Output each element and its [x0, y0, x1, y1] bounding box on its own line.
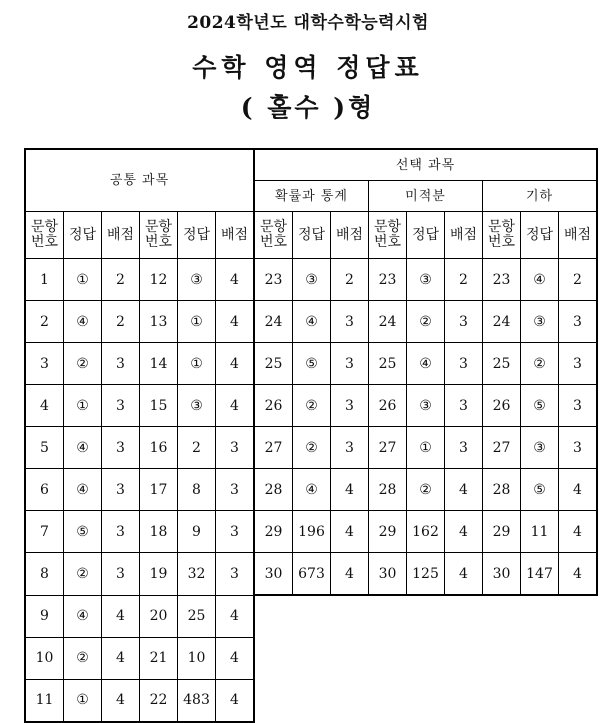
- empty-cell: [293, 679, 331, 722]
- empty-cell: [369, 637, 407, 679]
- probability-answer-cell: ⑤: [293, 343, 331, 385]
- calculus-answer-cell: ②: [407, 301, 445, 343]
- common-left-number-cell: 8: [25, 553, 64, 596]
- calculus-points-cell: 4: [445, 511, 483, 553]
- common-right-points-cell: 4: [216, 679, 255, 722]
- probability-points-cell: 4: [331, 553, 369, 596]
- answer-header: 정답: [293, 212, 331, 259]
- geometry-answer-cell: ⑤: [521, 469, 559, 511]
- empty-cell: [331, 637, 369, 679]
- geometry-answer-cell: 147: [521, 553, 559, 596]
- probability-points-cell: 3: [331, 343, 369, 385]
- calculus-points-cell: 3: [445, 343, 483, 385]
- elective-subject-header: 선택 과목: [254, 149, 597, 181]
- geometry-number-cell: 27: [483, 427, 521, 469]
- elective-geometry-header: 기하: [483, 181, 598, 212]
- calculus-number-cell: 28: [369, 469, 407, 511]
- calculus-number-cell: 24: [369, 301, 407, 343]
- common-right-answer-cell: 483: [178, 679, 216, 722]
- geometry-answer-cell: ③: [521, 427, 559, 469]
- common-left-points-cell: 3: [102, 343, 140, 385]
- calculus-answer-cell: ③: [407, 259, 445, 301]
- probability-number-cell: 28: [254, 469, 293, 511]
- common-right-points-cell: 4: [216, 637, 255, 679]
- probability-number-cell: 23: [254, 259, 293, 301]
- empty-cell: [521, 637, 559, 679]
- probability-points-cell: 4: [331, 511, 369, 553]
- table-row: [25, 385, 597, 427]
- geometry-points-cell: 4: [559, 553, 598, 596]
- probability-number-cell: 27: [254, 427, 293, 469]
- common-left-number-cell: 2: [25, 301, 64, 343]
- table-row: [25, 301, 597, 343]
- table-row: [25, 511, 597, 553]
- answer-table: [24, 148, 598, 723]
- common-left-answer-cell: ④: [64, 469, 102, 511]
- empty-cell: [483, 637, 521, 679]
- geometry-points-cell: 3: [559, 343, 598, 385]
- table-row: [25, 259, 597, 301]
- common-right-answer-cell: ①: [178, 343, 216, 385]
- calculus-answer-cell: 125: [407, 553, 445, 596]
- geometry-points-cell: 4: [559, 511, 598, 553]
- common-left-answer-cell: ①: [64, 259, 102, 301]
- probability-points-cell: 2: [331, 259, 369, 301]
- common-left-answer-cell: ⑤: [64, 511, 102, 553]
- common-right-answer-cell: 2: [178, 427, 216, 469]
- common-left-points-cell: 3: [102, 511, 140, 553]
- probability-points-cell: 4: [331, 469, 369, 511]
- empty-cell: [445, 679, 483, 722]
- geometry-answer-cell: ③: [521, 301, 559, 343]
- geometry-points-cell: 2: [559, 259, 598, 301]
- common-right-points-cell: 4: [216, 385, 255, 427]
- calculus-number-cell: 23: [369, 259, 407, 301]
- empty-cell: [254, 595, 293, 637]
- common-left-number-cell: 3: [25, 343, 64, 385]
- exam-type: ( 홀수 )형: [240, 93, 376, 122]
- common-left-number-cell: 11: [25, 679, 64, 722]
- common-left-points-cell: 2: [102, 301, 140, 343]
- exam-title: 2024학년도 대학수학능력시험: [187, 13, 429, 33]
- geometry-number-cell: 23: [483, 259, 521, 301]
- common-right-answer-cell: 9: [178, 511, 216, 553]
- probability-points-cell: 3: [331, 427, 369, 469]
- points-header: 배점: [331, 212, 369, 259]
- common-left-answer-cell: ②: [64, 343, 102, 385]
- common-left-number-cell: 4: [25, 385, 64, 427]
- empty-cell: [331, 595, 369, 637]
- common-left-points-cell: 3: [102, 385, 140, 427]
- common-right-answer-cell: 25: [178, 595, 216, 637]
- probability-answer-cell: ④: [293, 301, 331, 343]
- empty-cell: [293, 637, 331, 679]
- geometry-answer-cell: 11: [521, 511, 559, 553]
- common-right-number-cell: 13: [140, 301, 178, 343]
- common-left-number-cell: 5: [25, 427, 64, 469]
- common-right-number-cell: 22: [140, 679, 178, 722]
- geometry-answer-cell: ②: [521, 343, 559, 385]
- common-right-points-cell: 4: [216, 595, 255, 637]
- empty-cell: [445, 637, 483, 679]
- empty-cell: [521, 595, 559, 637]
- table-row: [25, 427, 597, 469]
- probability-number-cell: 24: [254, 301, 293, 343]
- common-right-number-cell: 20: [140, 595, 178, 637]
- calculus-number-cell: 29: [369, 511, 407, 553]
- common-right-points-cell: 3: [216, 553, 255, 596]
- common-right-answer-cell: ①: [178, 301, 216, 343]
- geometry-points-cell: 3: [559, 385, 598, 427]
- common-left-points-cell: 2: [102, 259, 140, 301]
- elective-probability-header: 확률과 통계: [254, 181, 369, 212]
- common-right-number-cell: 18: [140, 511, 178, 553]
- common-left-points-cell: 4: [102, 679, 140, 722]
- common-right-number-cell: 12: [140, 259, 178, 301]
- calculus-answer-cell: ①: [407, 427, 445, 469]
- calculus-points-cell: 3: [445, 427, 483, 469]
- common-left-answer-cell: ④: [64, 301, 102, 343]
- common-right-number-cell: 21: [140, 637, 178, 679]
- common-left-points-cell: 3: [102, 469, 140, 511]
- calculus-number-cell: 25: [369, 343, 407, 385]
- table-row: [25, 679, 597, 722]
- empty-cell: [483, 679, 521, 722]
- common-left-number-cell: 6: [25, 469, 64, 511]
- empty-cell: [483, 595, 521, 637]
- probability-number-cell: 30: [254, 553, 293, 596]
- answer-header: 정답: [521, 212, 559, 259]
- calculus-answer-cell: ②: [407, 469, 445, 511]
- calculus-answer-cell: 162: [407, 511, 445, 553]
- probability-number-cell: 26: [254, 385, 293, 427]
- common-left-points-cell: 4: [102, 595, 140, 637]
- empty-cell: [369, 679, 407, 722]
- common-right-points-cell: 4: [216, 259, 255, 301]
- number-header: 문항 번호: [254, 212, 293, 259]
- calculus-points-cell: 2: [445, 259, 483, 301]
- empty-cell: [407, 637, 445, 679]
- empty-cell: [521, 679, 559, 722]
- common-left-answer-cell: ②: [64, 553, 102, 596]
- number-header: 문항 번호: [25, 212, 64, 259]
- common-right-number-cell: 19: [140, 553, 178, 596]
- geometry-points-cell: 3: [559, 301, 598, 343]
- calculus-answer-cell: ④: [407, 343, 445, 385]
- common-right-points-cell: 3: [216, 469, 255, 511]
- table-row: [25, 553, 597, 596]
- common-right-points-cell: 3: [216, 427, 255, 469]
- answer-header: 정답: [407, 212, 445, 259]
- empty-cell: [331, 679, 369, 722]
- calculus-points-cell: 4: [445, 469, 483, 511]
- common-right-answer-cell: 8: [178, 469, 216, 511]
- table-row: [25, 637, 597, 679]
- probability-answer-cell: ②: [293, 427, 331, 469]
- empty-cell: [407, 679, 445, 722]
- calculus-number-cell: 27: [369, 427, 407, 469]
- answer-sheet-title: 수학 영역 정답표: [192, 53, 424, 82]
- common-right-answer-cell: 10: [178, 637, 216, 679]
- common-right-answer-cell: ③: [178, 259, 216, 301]
- common-left-number-cell: 9: [25, 595, 64, 637]
- probability-points-cell: 3: [331, 301, 369, 343]
- probability-number-cell: 25: [254, 343, 293, 385]
- calculus-points-cell: 4: [445, 553, 483, 596]
- calculus-number-cell: 26: [369, 385, 407, 427]
- empty-cell: [293, 595, 331, 637]
- common-right-answer-cell: ③: [178, 385, 216, 427]
- geometry-answer-cell: ④: [521, 259, 559, 301]
- geometry-number-cell: 25: [483, 343, 521, 385]
- empty-cell: [445, 595, 483, 637]
- common-subject-header: 공통 과목: [25, 149, 254, 212]
- common-left-answer-cell: ①: [64, 385, 102, 427]
- empty-cell: [559, 637, 598, 679]
- common-left-answer-cell: ④: [64, 427, 102, 469]
- probability-answer-cell: 673: [293, 553, 331, 596]
- calculus-points-cell: 3: [445, 385, 483, 427]
- calculus-answer-cell: ③: [407, 385, 445, 427]
- probability-answer-cell: ④: [293, 469, 331, 511]
- common-left-number-cell: 7: [25, 511, 64, 553]
- common-right-points-cell: 4: [216, 343, 255, 385]
- empty-cell: [559, 679, 598, 722]
- empty-cell: [254, 637, 293, 679]
- common-right-number-cell: 15: [140, 385, 178, 427]
- common-left-answer-cell: ①: [64, 679, 102, 722]
- common-right-points-cell: 4: [216, 301, 255, 343]
- empty-cell: [254, 679, 293, 722]
- common-left-number-cell: 10: [25, 637, 64, 679]
- empty-cell: [407, 595, 445, 637]
- probability-points-cell: 3: [331, 385, 369, 427]
- points-header: 배점: [445, 212, 483, 259]
- geometry-number-cell: 28: [483, 469, 521, 511]
- common-left-number-cell: 1: [25, 259, 64, 301]
- common-right-answer-cell: 32: [178, 553, 216, 596]
- probability-number-cell: 29: [254, 511, 293, 553]
- common-right-number-cell: 14: [140, 343, 178, 385]
- geometry-number-cell: 26: [483, 385, 521, 427]
- number-header: 문항 번호: [369, 212, 407, 259]
- table-row: [25, 595, 597, 637]
- points-header: 배점: [102, 212, 140, 259]
- geometry-number-cell: 30: [483, 553, 521, 596]
- geometry-points-cell: 4: [559, 469, 598, 511]
- common-left-answer-cell: ②: [64, 637, 102, 679]
- number-header: 문항 번호: [140, 212, 178, 259]
- probability-answer-cell: ②: [293, 385, 331, 427]
- common-right-number-cell: 16: [140, 427, 178, 469]
- answer-header: 정답: [64, 212, 102, 259]
- geometry-number-cell: 29: [483, 511, 521, 553]
- probability-answer-cell: 196: [293, 511, 331, 553]
- common-right-points-cell: 3: [216, 511, 255, 553]
- geometry-number-cell: 24: [483, 301, 521, 343]
- common-left-points-cell: 3: [102, 553, 140, 596]
- table-row: [25, 469, 597, 511]
- empty-cell: [559, 595, 598, 637]
- calculus-points-cell: 3: [445, 301, 483, 343]
- elective-calculus-header: 미적분: [369, 181, 483, 212]
- number-header: 문항 번호: [483, 212, 521, 259]
- common-left-answer-cell: ④: [64, 595, 102, 637]
- points-header: 배점: [559, 212, 598, 259]
- common-right-number-cell: 17: [140, 469, 178, 511]
- points-header: 배점: [216, 212, 255, 259]
- answer-header: 정답: [178, 212, 216, 259]
- empty-cell: [369, 595, 407, 637]
- calculus-number-cell: 30: [369, 553, 407, 596]
- common-left-points-cell: 3: [102, 427, 140, 469]
- common-left-points-cell: 4: [102, 637, 140, 679]
- geometry-answer-cell: ⑤: [521, 385, 559, 427]
- geometry-points-cell: 3: [559, 427, 598, 469]
- probability-answer-cell: ③: [293, 259, 331, 301]
- table-row: [25, 343, 597, 385]
